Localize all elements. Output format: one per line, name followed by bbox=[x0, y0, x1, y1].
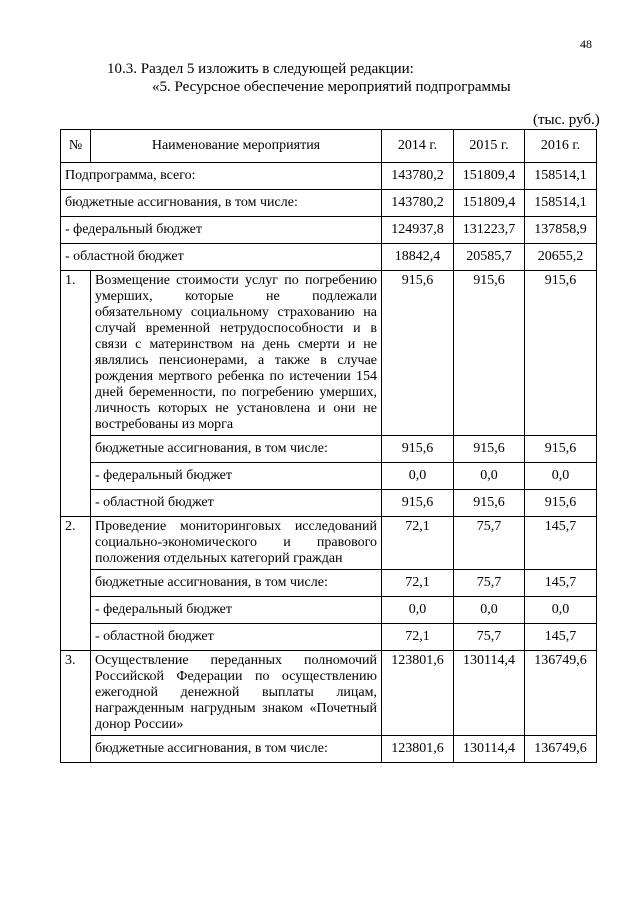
value-2016: 136749,6 bbox=[525, 736, 597, 763]
item-row bbox=[61, 651, 597, 736]
value-2015: 915,6 bbox=[454, 436, 525, 463]
value-2015: 0,0 bbox=[454, 463, 525, 490]
summary-label: бюджетные ассигнования, в том числе: bbox=[61, 190, 382, 217]
subrow-label: - областной бюджет bbox=[91, 624, 382, 651]
value-2014: 124937,8 bbox=[382, 217, 454, 244]
value-2014: 18842,4 bbox=[382, 244, 454, 271]
value-2015: 130114,4 bbox=[454, 736, 525, 763]
value-2015: 151809,4 bbox=[454, 190, 525, 217]
subrow-label: бюджетные ассигнования, в том числе: bbox=[91, 736, 382, 763]
section-title: «5. Ресурсное обеспечение мероприятий подпрограммы bbox=[152, 79, 511, 95]
value-2014: 0,0 bbox=[382, 463, 454, 490]
value-2014: 915,6 bbox=[382, 436, 454, 463]
summary-row-total bbox=[61, 163, 597, 190]
item-description: Возмещение стоимости услуг по погребению умерших, которые не подлежали обязательному социальному страхованию на случай временной нетрудоспособности и в связи с материнством на день смерти и не являлись пенсионерами, а также в случае рождения мертвого ребенка по истечении 154 дней беременности, по погребению умерших, личность которых не установлена и они не востребованы из морга bbox=[91, 271, 382, 436]
header-2015: 2015 г. bbox=[454, 130, 525, 163]
value-2016: 915,6 bbox=[525, 436, 597, 463]
value-2015: 131223,7 bbox=[454, 217, 525, 244]
item-description: Осуществление переданных полномочий Российской Федерации по осуществлению ежегодной денежной выплаты лицам, награжденным нагрудным знаком «Почетный донор России» bbox=[91, 651, 382, 736]
value-2016: 145,7 bbox=[525, 624, 597, 651]
value-2014: 0,0 bbox=[382, 597, 454, 624]
item-subrow bbox=[61, 597, 597, 624]
item-subrow bbox=[61, 490, 597, 517]
item-row bbox=[61, 271, 597, 436]
item-subrow bbox=[61, 624, 597, 651]
value-2016: 137858,9 bbox=[525, 217, 597, 244]
subrow-label: бюджетные ассигнования, в том числе: bbox=[91, 570, 382, 597]
value-2016: 145,7 bbox=[525, 570, 597, 597]
header-2016: 2016 г. bbox=[525, 130, 597, 163]
value-2014: 72,1 bbox=[382, 624, 454, 651]
item-index: 3. bbox=[61, 651, 91, 763]
intro-text: 10.3. Раздел 5 изложить в следующей редакции: bbox=[107, 61, 414, 77]
value-2015: 75,7 bbox=[454, 517, 525, 570]
item-description: Проведение мониторинговых исследований социально-экономического и правового положения отдельных категорий граждан bbox=[91, 517, 382, 570]
summary-label: - областной бюджет bbox=[61, 244, 382, 271]
item-subrow bbox=[61, 436, 597, 463]
header-2014: 2014 г. bbox=[382, 130, 454, 163]
summary-row-appropriations bbox=[61, 190, 597, 217]
subrow-label: - федеральный бюджет bbox=[91, 463, 382, 490]
summary-row-regional bbox=[61, 244, 597, 271]
item-subrow bbox=[61, 463, 597, 490]
value-2016: 158514,1 bbox=[525, 163, 597, 190]
item-index: 2. bbox=[61, 517, 91, 651]
subrow-label: - областной бюджет bbox=[91, 490, 382, 517]
table-header-row bbox=[61, 130, 597, 163]
value-2014: 72,1 bbox=[382, 570, 454, 597]
value-2016: 20655,2 bbox=[525, 244, 597, 271]
value-2016: 145,7 bbox=[525, 517, 597, 570]
value-2015: 0,0 bbox=[454, 597, 525, 624]
value-2014: 72,1 bbox=[382, 517, 454, 570]
header-number: № bbox=[61, 130, 91, 163]
value-2015: 75,7 bbox=[454, 570, 525, 597]
value-2016: 136749,6 bbox=[525, 651, 597, 736]
summary-row-federal bbox=[61, 217, 597, 244]
value-2015: 151809,4 bbox=[454, 163, 525, 190]
value-2014: 143780,2 bbox=[382, 190, 454, 217]
subrow-label: - федеральный бюджет bbox=[91, 597, 382, 624]
value-2014: 123801,6 bbox=[382, 651, 454, 736]
page-number: 48 bbox=[580, 37, 592, 51]
item-row bbox=[61, 517, 597, 570]
summary-label: - федеральный бюджет bbox=[61, 217, 382, 244]
value-2016: 915,6 bbox=[525, 490, 597, 517]
value-2014: 915,6 bbox=[382, 271, 454, 436]
subrow-label: бюджетные ассигнования, в том числе: bbox=[91, 436, 382, 463]
budget-table bbox=[60, 129, 597, 763]
value-2016: 158514,1 bbox=[525, 190, 597, 217]
item-index: 1. bbox=[61, 271, 91, 517]
item-subrow bbox=[61, 570, 597, 597]
value-2015: 20585,7 bbox=[454, 244, 525, 271]
summary-label: Подпрограмма, всего: bbox=[61, 163, 382, 190]
value-2014: 143780,2 bbox=[382, 163, 454, 190]
value-2016: 0,0 bbox=[525, 463, 597, 490]
value-2015: 130114,4 bbox=[454, 651, 525, 736]
value-2016: 915,6 bbox=[525, 271, 597, 436]
value-2014: 123801,6 bbox=[382, 736, 454, 763]
units-label: (тыс. руб.) bbox=[533, 112, 600, 128]
value-2016: 0,0 bbox=[525, 597, 597, 624]
value-2015: 75,7 bbox=[454, 624, 525, 651]
header-name: Наименование мероприятия bbox=[91, 130, 382, 163]
value-2014: 915,6 bbox=[382, 490, 454, 517]
value-2015: 915,6 bbox=[454, 490, 525, 517]
value-2015: 915,6 bbox=[454, 271, 525, 436]
item-subrow bbox=[61, 736, 597, 763]
